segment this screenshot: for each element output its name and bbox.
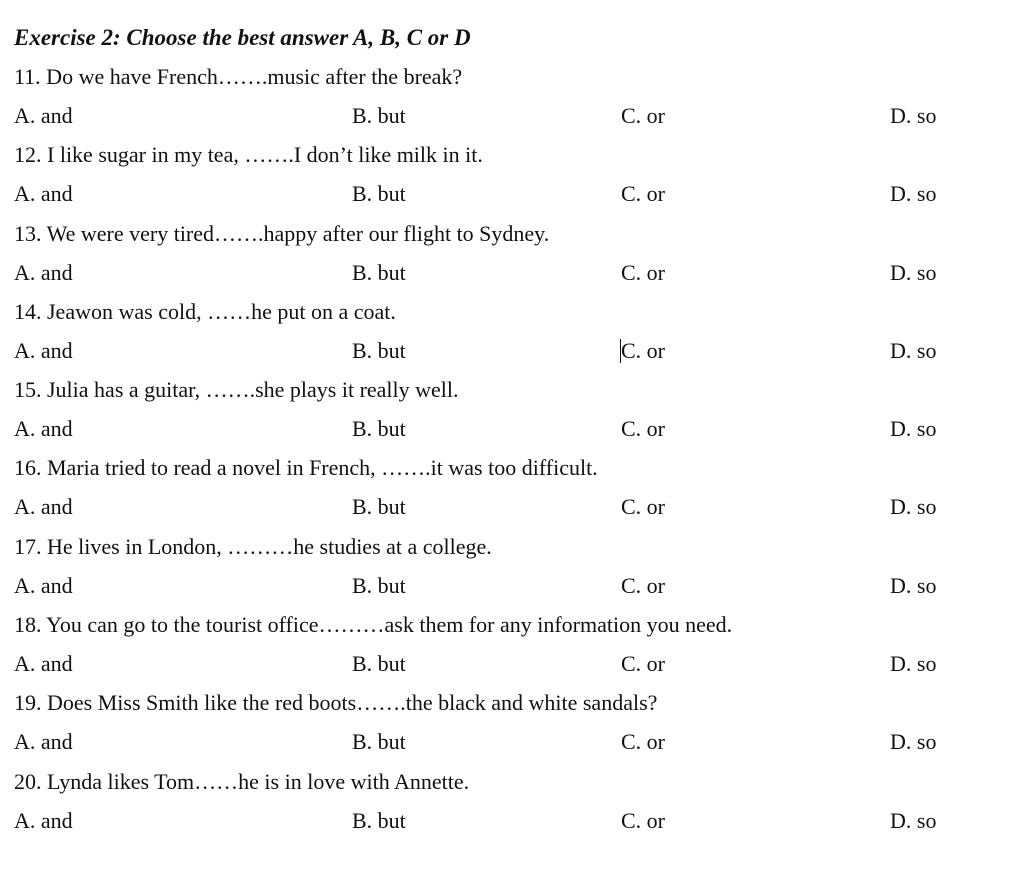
question-text: 15. Julia has a guitar, …….she plays it really well. bbox=[14, 377, 459, 403]
question-text: 13. We were very tired…….happy after our flight to Sydney. bbox=[14, 220, 550, 246]
option-b: B. but bbox=[352, 494, 406, 520]
question-15 bbox=[14, 370, 1014, 448]
answer-options bbox=[14, 722, 1014, 761]
option-b: B. but bbox=[352, 416, 406, 442]
option-a: A. and bbox=[14, 572, 73, 598]
exercise-document bbox=[14, 18, 1014, 840]
question-11 bbox=[14, 57, 1014, 135]
option-d: D. so bbox=[890, 807, 937, 833]
option-b: B. but bbox=[352, 651, 406, 677]
option-c: C. or bbox=[621, 181, 665, 207]
question-text: 17. He lives in London, ………he studies at a college. bbox=[14, 533, 492, 559]
option-c: C. or bbox=[621, 729, 665, 755]
exercise-title: Exercise 2: Choose the best answer A, B, C or D bbox=[14, 25, 471, 50]
question-14 bbox=[14, 292, 1014, 370]
option-c: C. or bbox=[621, 103, 665, 128]
option-d: D. so bbox=[890, 337, 937, 363]
question-text: 18. You can go to the tourist office………ask them for any information you need. bbox=[14, 612, 733, 638]
question-text: 19. Does Miss Smith like the red boots…….the black and white sandals? bbox=[14, 690, 658, 716]
option-a: A. and bbox=[14, 181, 73, 207]
question-text: 20. Lynda likes Tom……he is in love with Annette. bbox=[14, 768, 470, 794]
question-12 bbox=[14, 135, 1014, 213]
option-a: A. and bbox=[14, 103, 73, 128]
question-20 bbox=[14, 762, 1014, 840]
option-b: B. but bbox=[352, 181, 406, 207]
option-c: C. or bbox=[621, 572, 665, 598]
question-text: 14. Jeawon was cold, ……he put on a coat. bbox=[14, 298, 396, 324]
option-c: C. or bbox=[621, 416, 665, 442]
option-b: B. but bbox=[352, 729, 406, 755]
option-a: A. and bbox=[14, 416, 73, 442]
answer-options bbox=[14, 409, 1014, 448]
option-b: B. but bbox=[352, 572, 406, 598]
option-c: C. or bbox=[621, 259, 665, 285]
option-a: A. and bbox=[14, 337, 73, 363]
option-d: D. so bbox=[890, 729, 937, 755]
question-16 bbox=[14, 448, 1014, 526]
answer-options bbox=[14, 174, 1014, 213]
answer-options bbox=[14, 566, 1014, 605]
answer-options bbox=[14, 644, 1014, 683]
option-b: B. but bbox=[352, 337, 406, 363]
option-d: D. so bbox=[890, 494, 937, 520]
question-19 bbox=[14, 683, 1014, 761]
option-a: A. and bbox=[14, 259, 73, 285]
option-d: D. so bbox=[890, 103, 937, 128]
option-c: C. or bbox=[621, 494, 665, 520]
option-a: A. and bbox=[14, 729, 73, 755]
question-17 bbox=[14, 527, 1014, 605]
question-18 bbox=[14, 605, 1014, 683]
option-d: D. so bbox=[890, 181, 937, 207]
option-b: B. but bbox=[352, 807, 406, 833]
option-d: D. so bbox=[890, 416, 937, 442]
answer-options bbox=[14, 487, 1014, 526]
question-text: 16. Maria tried to read a novel in French, …….it was too difficult. bbox=[14, 455, 598, 481]
answer-options bbox=[14, 331, 1014, 370]
question-text: 11. Do we have French…….music after the break? bbox=[14, 64, 463, 89]
option-c: C. or bbox=[621, 651, 665, 677]
option-c: C. or bbox=[621, 337, 665, 363]
option-a: A. and bbox=[14, 807, 73, 833]
answer-options bbox=[14, 253, 1014, 292]
question-text: 12. I like sugar in my tea, …….I don’t like milk in it. bbox=[14, 142, 483, 168]
option-a: A. and bbox=[14, 651, 73, 677]
option-b: B. but bbox=[352, 259, 406, 285]
option-d: D. so bbox=[890, 259, 937, 285]
option-c: C. or bbox=[621, 807, 665, 833]
answer-options bbox=[14, 801, 1014, 840]
option-a: A. and bbox=[14, 494, 73, 520]
option-b: B. but bbox=[352, 103, 406, 128]
question-13 bbox=[14, 214, 1014, 292]
option-d: D. so bbox=[890, 572, 937, 598]
option-d: D. so bbox=[890, 651, 937, 677]
answer-options bbox=[14, 96, 1014, 135]
